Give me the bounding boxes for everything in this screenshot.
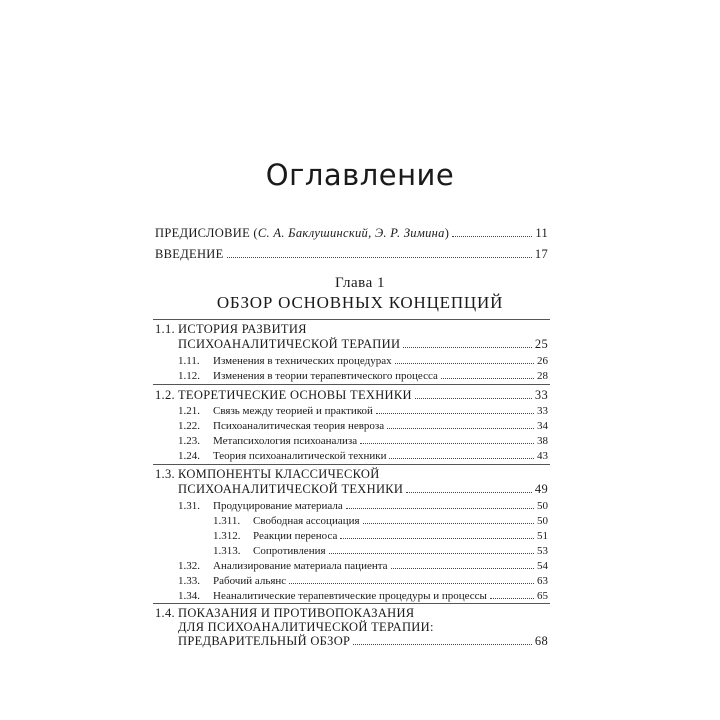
section-title-line: ИСТОРИЯ РАЗВИТИЯ xyxy=(178,322,307,336)
entry-label: Неаналитические терапевтические процедуры и процессы xyxy=(213,590,487,602)
toc-entry xyxy=(178,448,548,463)
leader-dots xyxy=(329,543,534,554)
toc-entry xyxy=(178,558,548,573)
entry-number: 1.22. xyxy=(178,420,200,432)
entry-number: 1.313. xyxy=(213,545,241,557)
entry-label: Сопротивления xyxy=(253,545,326,557)
chapter-label: Глава 1 xyxy=(335,275,385,291)
toc-entry xyxy=(178,418,548,433)
entry-number: 1.24. xyxy=(178,450,200,462)
leader-dots xyxy=(452,226,532,237)
leader-dots xyxy=(363,513,534,524)
page-number: 38 xyxy=(537,435,548,447)
toc-entry xyxy=(178,353,548,368)
page-number: 43 xyxy=(537,450,548,462)
entry-number: 1.312. xyxy=(213,530,241,542)
preface-label: ПРЕДИСЛОВИЕ xyxy=(155,226,250,240)
section-number: 1.4. xyxy=(155,606,175,620)
preface-authors: С. А. Баклушинский, Э. Р. Зимина xyxy=(257,226,445,240)
section-number: 1.2. xyxy=(155,388,175,402)
entry-label: Изменения в технических процедурах xyxy=(213,355,392,367)
leader-dots xyxy=(376,403,534,414)
page-number: 26 xyxy=(537,355,548,367)
entry-label: Связь между теорией и практикой xyxy=(213,405,373,417)
entry-number: 1.31. xyxy=(178,500,200,512)
section-title-line: ПОКАЗАНИЯ И ПРОТИВОПОКАЗАНИЯ xyxy=(178,606,415,620)
entry-number: 1.23. xyxy=(178,435,200,447)
section-title-line: ПРЕДВАРИТЕЛЬНЫЙ ОБЗОР xyxy=(178,634,351,648)
toc-entry xyxy=(178,588,548,603)
page-number: 34 xyxy=(537,420,548,432)
leader-dots xyxy=(387,418,534,429)
toc-entry xyxy=(213,513,548,528)
page-number: 50 xyxy=(537,500,548,512)
toc-entry xyxy=(178,403,548,418)
page-number: 11 xyxy=(535,226,548,240)
toc-entry-section-1-1 xyxy=(178,337,548,351)
entry-number: 1.21. xyxy=(178,405,200,417)
page-number: 65 xyxy=(537,590,548,602)
toc-entry xyxy=(178,573,548,588)
entry-number: 1.32. xyxy=(178,560,200,572)
page-number: 33 xyxy=(534,388,548,402)
entry-label: Анализирование материала пациента xyxy=(213,560,388,572)
leader-dots xyxy=(353,634,532,645)
page-number: 25 xyxy=(534,337,548,351)
entry-label: Продуцирование материала xyxy=(213,500,343,512)
toc-entry xyxy=(213,528,548,543)
page-number: 17 xyxy=(534,247,548,261)
entry-number: 1.33. xyxy=(178,575,200,587)
entry-label: Свободная ассоциация xyxy=(253,515,360,527)
leader-dots xyxy=(406,482,532,493)
chapter-title: ОБЗОР ОСНОВНЫХ КОНЦЕПЦИЙ xyxy=(216,293,504,312)
leader-dots xyxy=(227,247,532,258)
entry-label: Рабочий альянс xyxy=(213,575,287,587)
section-number: 1.3. xyxy=(155,467,175,481)
section-title-line: ДЛЯ ПСИХОАНАЛИТИЧЕСКОЙ ТЕРАПИИ: xyxy=(178,620,434,634)
page-number: 49 xyxy=(534,482,548,496)
toc-entry xyxy=(178,498,548,513)
leader-dots xyxy=(490,588,534,599)
toc-entry-introduction xyxy=(155,247,548,261)
leader-dots xyxy=(289,573,534,584)
entry-label: Изменения в теории терапевтического процесса xyxy=(213,370,438,382)
section-title-line: ПСИХОАНАЛИТИЧЕСКОЙ ТЕРАПИИ xyxy=(178,337,401,351)
section-divider xyxy=(153,603,550,604)
entry-number: 1.311. xyxy=(213,515,241,527)
section-number: 1.1. xyxy=(155,322,175,336)
leader-dots xyxy=(340,528,534,539)
page-number: 68 xyxy=(534,634,548,648)
leader-dots xyxy=(346,498,534,509)
page-number: 50 xyxy=(537,515,548,527)
entry-label: Реакции переноса xyxy=(253,530,338,542)
page-number: 33 xyxy=(537,405,548,417)
toc-entry-section-1-3 xyxy=(178,482,548,496)
toc-entry xyxy=(213,543,548,558)
toc-entry-section-1-2 xyxy=(155,388,548,402)
page-title: Оглавление xyxy=(265,158,455,192)
entry-number: 1.11. xyxy=(178,355,200,367)
section-divider xyxy=(153,384,550,385)
entry-number: 1.12. xyxy=(178,370,200,382)
toc-entry xyxy=(178,368,548,383)
leader-dots xyxy=(391,558,534,569)
toc-entry-preface: ПРЕДИСЛОВИЕ (С. А. Баклушинский, Э. Р. Зимина) 11 xyxy=(155,226,548,240)
section-title-line: ПСИХОАНАЛИТИЧЕСКОЙ ТЕХНИКИ xyxy=(178,482,404,496)
page-number: 54 xyxy=(537,560,548,572)
page-number: 28 xyxy=(537,370,548,382)
section-title: ТЕОРЕТИЧЕСКИЕ ОСНОВЫ ТЕХНИКИ xyxy=(178,388,412,402)
toc-entry xyxy=(178,433,548,448)
page-number: 53 xyxy=(537,545,548,557)
toc-entry-section-1-4 xyxy=(178,634,548,648)
section-title-line: КОМПОНЕНТЫ КЛАССИЧЕСКОЙ xyxy=(178,467,380,481)
leader-dots xyxy=(389,448,534,459)
entry-number: 1.34. xyxy=(178,590,200,602)
section-divider xyxy=(153,464,550,465)
page-number: 51 xyxy=(537,530,548,542)
section-divider xyxy=(153,319,550,320)
introduction-label: ВВЕДЕНИЕ xyxy=(155,247,224,261)
entry-label: Метапсихология психоанализа xyxy=(213,435,358,447)
leader-dots xyxy=(441,368,534,379)
leader-dots xyxy=(360,433,534,444)
page-number: 63 xyxy=(537,575,548,587)
entry-label: Теория психоаналитической техники xyxy=(213,450,387,462)
entry-label: Психоаналитическая теория невроза xyxy=(213,420,385,432)
leader-dots xyxy=(395,353,534,364)
leader-dots xyxy=(415,388,532,399)
leader-dots xyxy=(403,337,532,348)
